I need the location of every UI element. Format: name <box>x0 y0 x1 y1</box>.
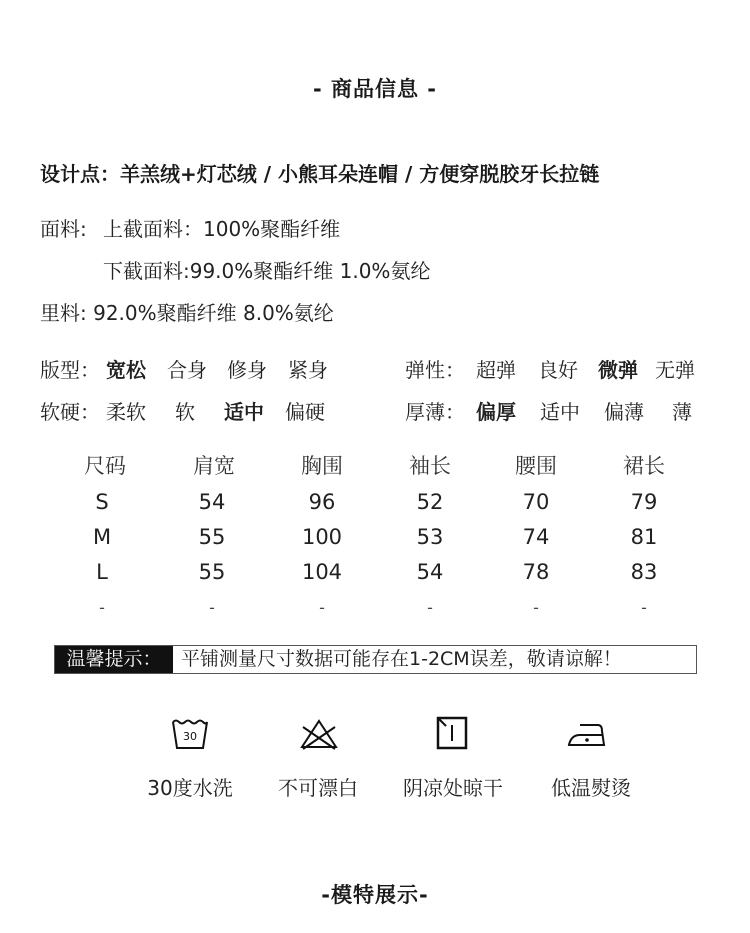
care-label-no-bleach: 不可漂白 <box>278 776 358 800</box>
svg-text:30: 30 <box>183 730 197 743</box>
size-table-header <box>0 450 750 480</box>
thickness-label: 厚薄： <box>405 400 465 424</box>
table-cell: 70 <box>522 490 550 514</box>
model-display-title: -模特展示- <box>321 883 429 907</box>
table-cell: 104 <box>301 560 343 584</box>
thickness-option-very-thin: 薄 <box>672 400 692 424</box>
fit-option-loose: 宽松 <box>106 358 146 382</box>
softness-option-soft: 柔软 <box>106 400 146 424</box>
thickness-option-thin: 偏薄 <box>604 400 644 424</box>
header-sleeve: 袖长 <box>409 454 451 478</box>
table-cell: 54 <box>416 560 444 584</box>
shade-dry-icon <box>433 713 473 753</box>
fit-label: 版型： <box>40 358 100 382</box>
table-row <box>0 490 750 520</box>
elasticity-label: 弹性： <box>405 358 465 382</box>
softness-option-hard: 偏硬 <box>285 400 325 424</box>
tip-text: 平铺测量尺寸数据可能存在1-2CM误差，敬请谅解！ <box>181 648 622 670</box>
fabric-lower: 下截面料:99.0%聚酯纤维 1.0%氨纶 <box>103 259 431 283</box>
care-label-shade-dry: 阴凉处晾干 <box>403 776 503 800</box>
thickness-option-medium: 适中 <box>540 400 580 424</box>
elasticity-option-slight: 微弹 <box>598 358 638 382</box>
table-cell: 55 <box>198 560 226 584</box>
elasticity-option-good: 良好 <box>538 358 578 382</box>
table-cell: 100 <box>301 525 343 549</box>
table-row <box>0 525 750 555</box>
softness-option-softish: 软 <box>175 400 195 424</box>
tip-box <box>54 645 697 674</box>
table-cell: - <box>319 598 325 617</box>
header-waist: 腰围 <box>515 454 557 478</box>
softness-option-medium: 适中 <box>224 400 264 424</box>
table-cell: 53 <box>416 525 444 549</box>
table-cell: 96 <box>308 490 336 514</box>
table-cell: 52 <box>416 490 444 514</box>
elasticity-option-super: 超弹 <box>476 358 516 382</box>
fit-option-regular: 合身 <box>167 358 207 382</box>
fabric-lining: 里料: 92.0%聚酯纤维 8.0%氨纶 <box>40 301 334 325</box>
fit-option-tight: 紧身 <box>288 358 328 382</box>
table-cell: 83 <box>630 560 658 584</box>
header-shoulder: 肩宽 <box>193 454 235 478</box>
product-info-title: - 商品信息 - <box>312 77 438 101</box>
thickness-option-thick: 偏厚 <box>476 400 516 424</box>
softness-label: 软硬： <box>40 400 100 424</box>
care-label-low-iron: 低温熨烫 <box>551 776 631 800</box>
fabric-label: 面料: <box>40 217 87 241</box>
header-size: 尺码 <box>84 454 126 478</box>
table-row <box>0 560 750 590</box>
table-cell: - <box>99 598 105 617</box>
wash-30-icon <box>170 713 210 753</box>
table-cell: 54 <box>198 490 226 514</box>
table-cell: - <box>533 598 539 617</box>
table-cell: 74 <box>522 525 550 549</box>
fit-option-slim: 修身 <box>227 358 267 382</box>
table-cell: - <box>427 598 433 617</box>
tip-label: 温馨提示： <box>55 646 173 673</box>
header-chest: 胸围 <box>301 454 343 478</box>
table-cell: L <box>96 560 108 584</box>
header-skirt-length: 裙长 <box>623 454 665 478</box>
table-cell: M <box>92 525 112 549</box>
design-points: 设计点：羊羔绒+灯芯绒 / 小熊耳朵连帽 / 方便穿脱胶牙长拉链 <box>40 162 600 186</box>
fabric-upper: 上截面料：100%聚酯纤维 <box>103 217 341 241</box>
table-cell: 78 <box>522 560 550 584</box>
elasticity-option-none: 无弹 <box>655 358 695 382</box>
no-bleach-icon <box>299 713 339 753</box>
low-iron-icon <box>566 713 606 753</box>
table-cell: 79 <box>630 490 658 514</box>
table-cell: 55 <box>198 525 226 549</box>
table-row <box>0 598 750 628</box>
table-cell: - <box>209 598 215 617</box>
care-label-wash: 30度水洗 <box>147 776 233 800</box>
table-cell: S <box>95 490 109 514</box>
table-cell: 81 <box>630 525 658 549</box>
table-cell: - <box>641 598 647 617</box>
